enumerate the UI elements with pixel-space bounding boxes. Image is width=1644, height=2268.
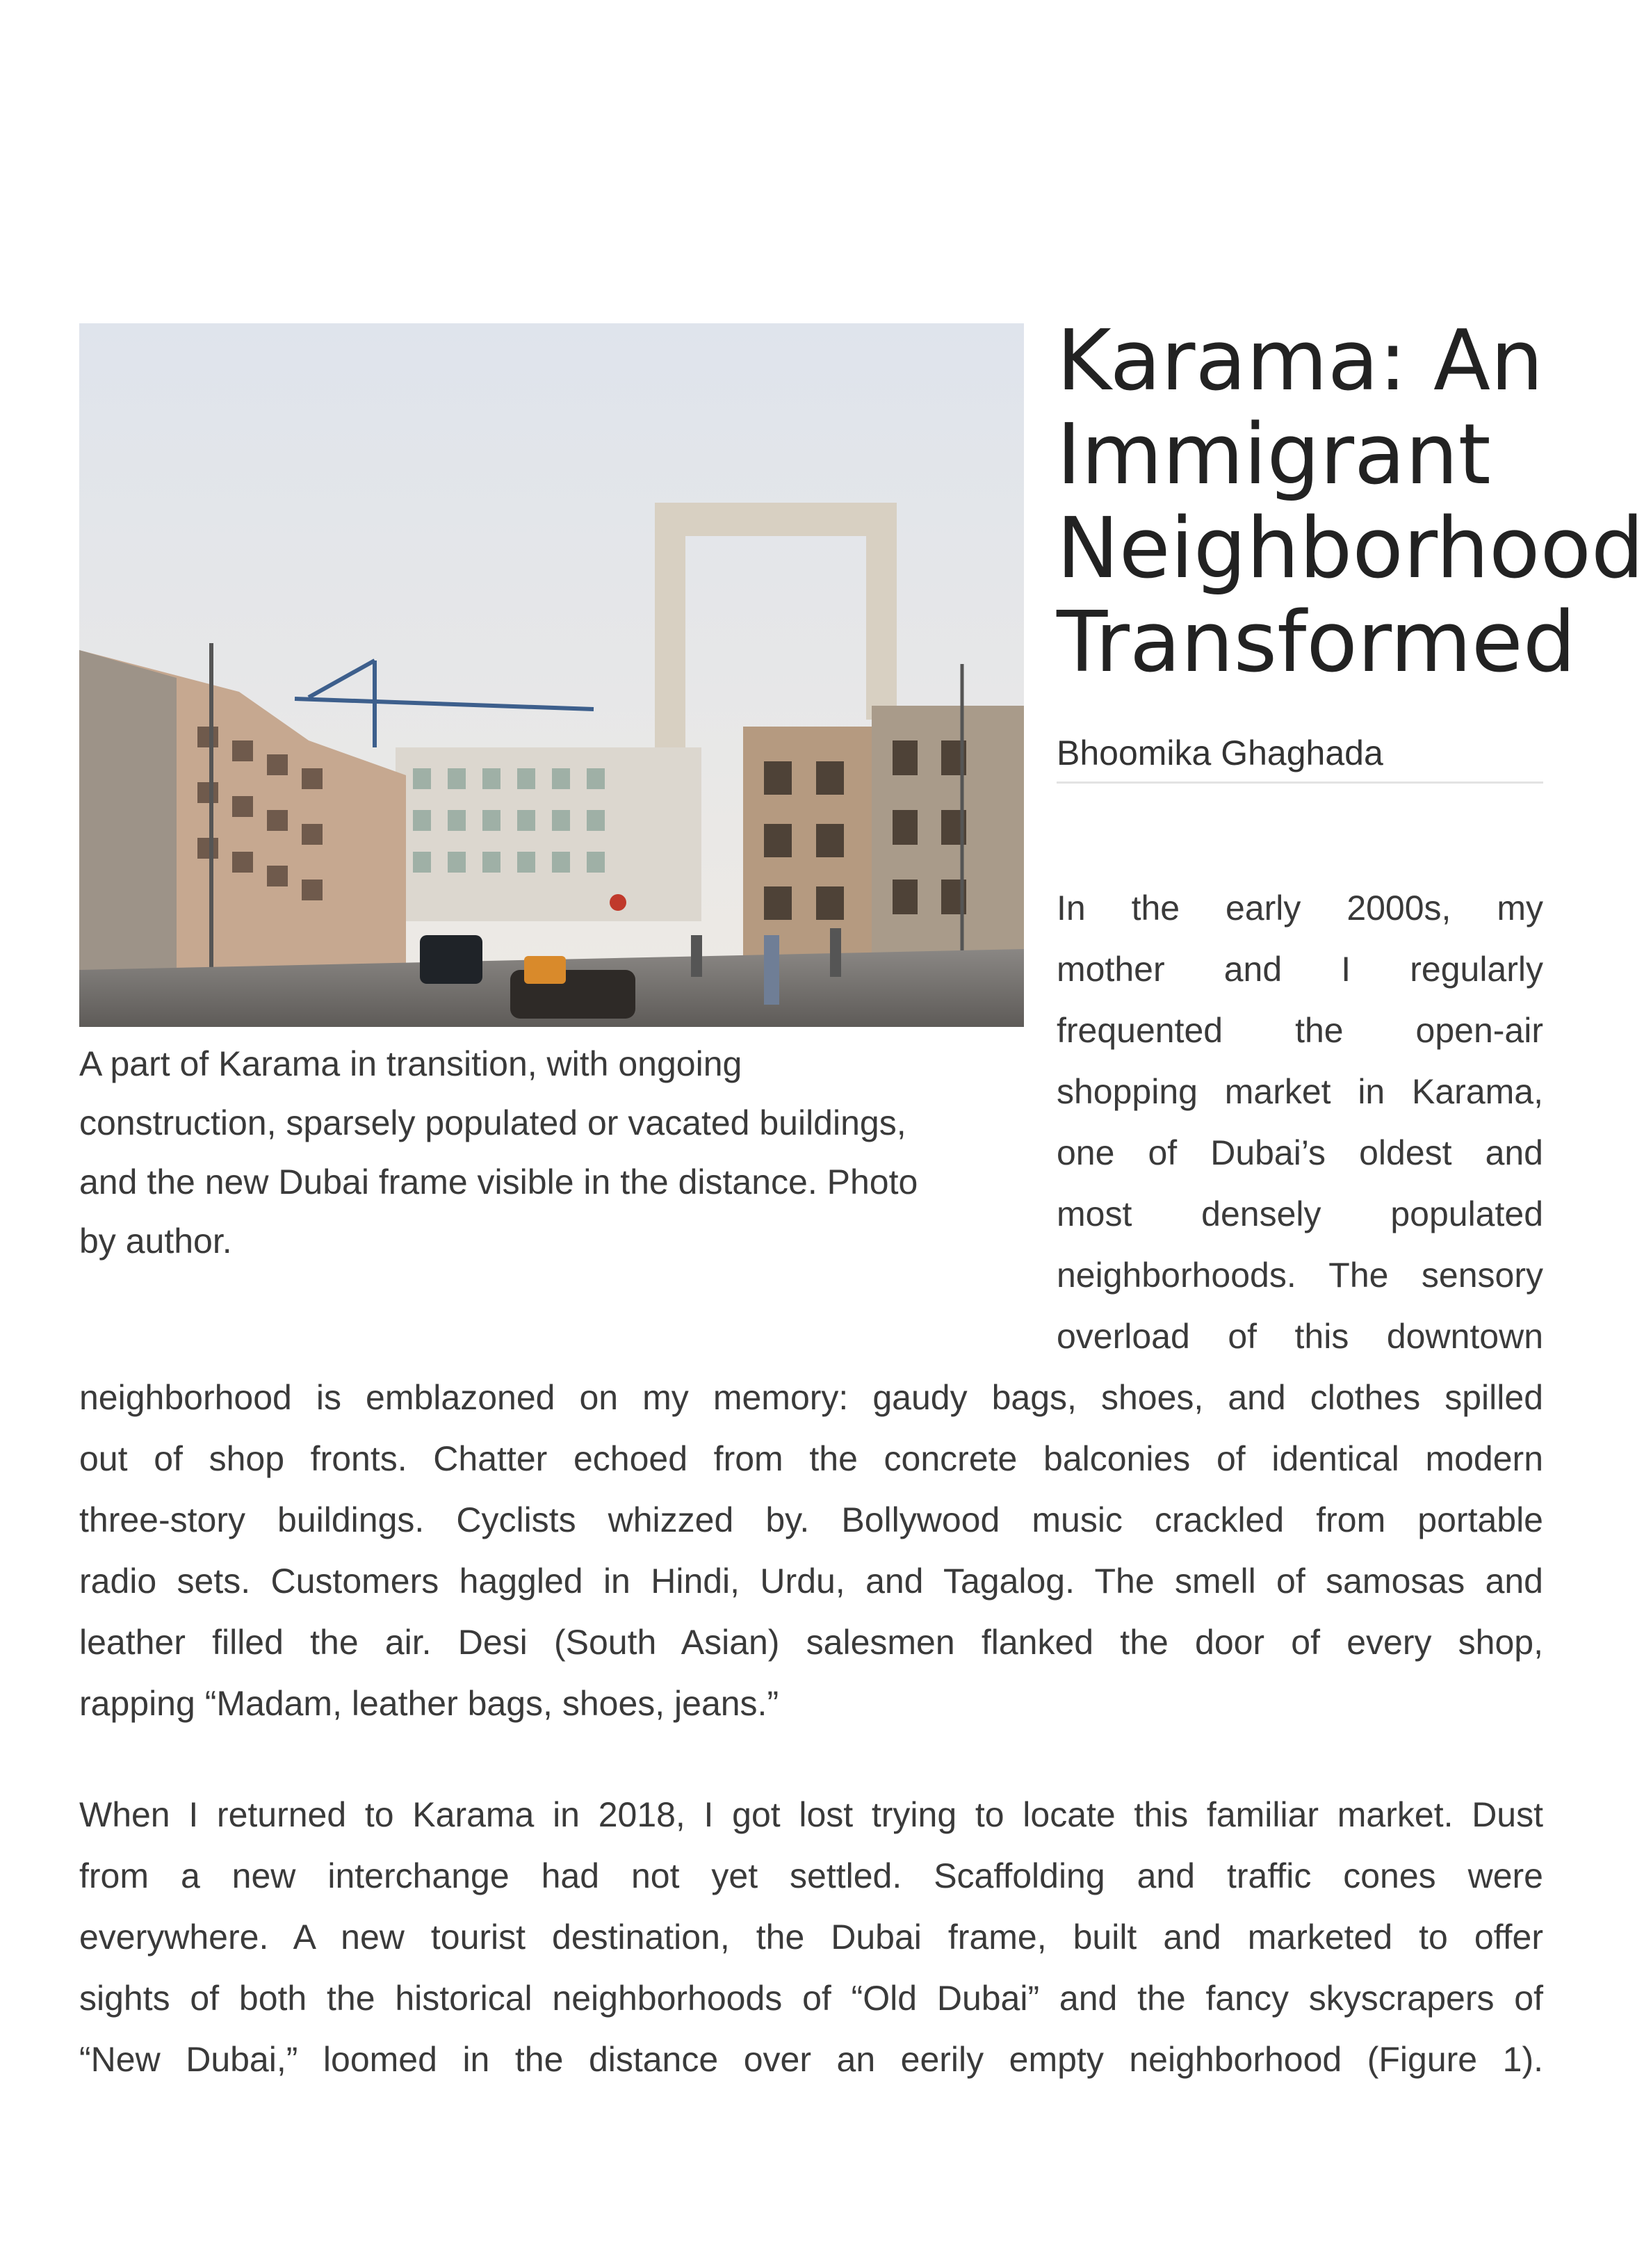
body-line: shopping market in Karama, — [1057, 1072, 1543, 1111]
body-line: “New Dubai,” loomed in the distance over an eerily empty neighborhood (Figure 1). — [79, 2040, 1543, 2079]
title-line: Neighborhood — [1057, 501, 1644, 597]
body-line: from a new interchange had not yet settled. Scaffolding and traffic cones were — [79, 1856, 1543, 1895]
caption-line: construction, sparsely populated or vacated buildings, — [79, 1103, 906, 1142]
body-line: rapping “Madam, leather bags, shoes, jeans.” — [79, 1684, 779, 1723]
body-line: In the early 2000s, my — [1057, 889, 1543, 928]
body-line: neighborhoods. The sensory — [1057, 1256, 1543, 1295]
title-line: Transformed — [1057, 594, 1576, 691]
byline-divider — [1057, 781, 1543, 784]
body-line: overload of this downtown — [1057, 1317, 1543, 1356]
street-scene-image — [79, 323, 1024, 1027]
caption-line: A part of Karama in transition, with ongoing — [79, 1044, 742, 1083]
body-line: everywhere. A new tourist destination, the Dubai frame, built and marketed to offer — [79, 1918, 1543, 1957]
caption-line: by author. — [79, 1222, 232, 1261]
body-line: one of Dubai’s oldest and — [1057, 1133, 1543, 1172]
title-line: Immigrant — [1057, 407, 1491, 503]
body-line: three-story buildings. Cyclists whizzed by. Bollywood music crackled from portable — [79, 1500, 1543, 1539]
body-line: most densely populated — [1057, 1194, 1543, 1233]
karama-photo — [79, 323, 1024, 1027]
body-line: neighborhood is emblazoned on my memory: gaudy bags, shoes, and clothes spilled — [79, 1378, 1543, 1417]
title-line: Karama: An — [1057, 313, 1544, 410]
photo-caption — [79, 1035, 1011, 1271]
body-line: mother and I regularly — [1057, 950, 1543, 989]
author-byline: Bhoomika Ghaghada — [1057, 734, 1383, 772]
body-line: frequented the open-air — [1057, 1011, 1543, 1050]
body-line: leather filled the air. Desi (South Asian) salesmen flanked the door of every shop, — [79, 1623, 1543, 1662]
caption-line: and the new Dubai frame visible in the distance. Photo — [79, 1163, 918, 1201]
article-title — [1057, 313, 1644, 691]
body-line: radio sets. Customers haggled in Hindi, Urdu, and Tagalog. The smell of samosas and — [79, 1562, 1543, 1601]
body-line: When I returned to Karama in 2018, I got lost trying to locate this familiar market. Dust — [79, 1795, 1543, 1834]
body-line: out of shop fronts. Chatter echoed from the concrete balconies of identical modern — [79, 1439, 1543, 1478]
body-line: sights of both the historical neighborhoods of “Old Dubai” and the fancy skyscrapers of — [79, 1979, 1543, 2018]
